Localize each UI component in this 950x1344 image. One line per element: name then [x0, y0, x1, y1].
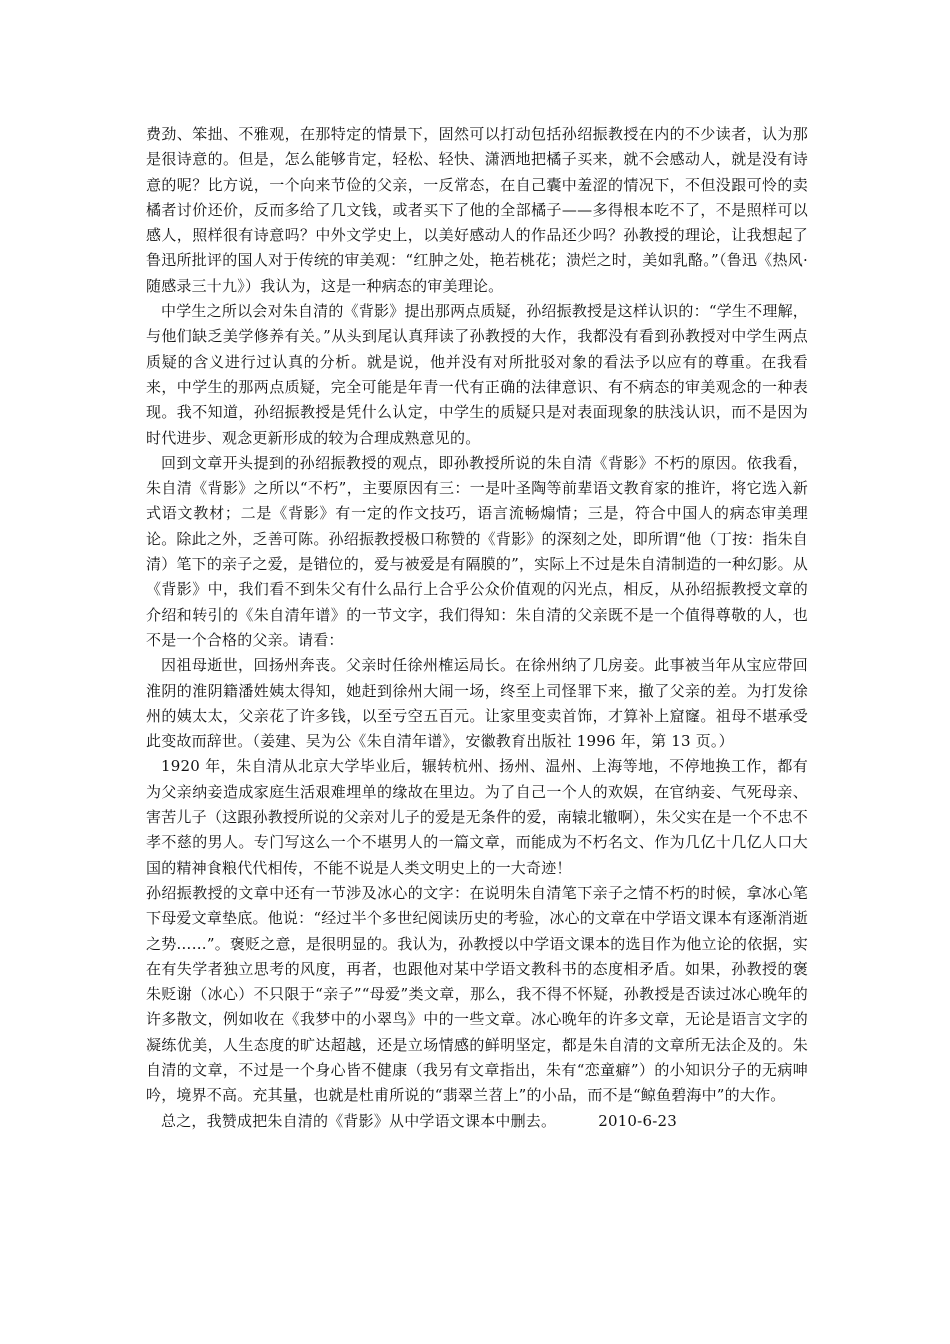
closing-paragraph: [146, 1109, 808, 1134]
paragraph-5: 1920 年，朱自清从北京大学毕业后，辗转杭州、扬州、温州、上海等地，不停地换工作，都有为父亲纳妾造成家庭生活艰难埋单的缘故在里边。为了自己一个人的欢娱，在官纳妾、气死母亲、害苦儿子（这跟孙教授所说的父亲对儿子的爱是无条件的爱，南辕北辙啊），朱父实在是一个不忠不孝不慈的男人。专门写这么一个不堪男人的一篇文章，而能成为不朽名文、作为几亿十几亿人口大国的精神食粮代代相传，不能不说是人类文明史上的一大奇迹！: [146, 757, 808, 877]
quote-paragraph: 因祖母逝世，回扬州奔丧。父亲时任徐州榷运局长。在徐州纳了几房妾。此事被当年从宝应带回淮阴的淮阴籍潘姓姨太得知，她赶到徐州大闹一场，终至上司怪罪下来，撤了父亲的差。为打发徐州的姨太太，父亲花了许多钱，以至亏空五百元。让家里变卖首饰，才算补上窟窿。祖母不堪承受此变故而辞世。（姜建、吴为公《朱自清年谱》，安徽教育出版社 1996 年，第 13 页。）: [146, 656, 808, 751]
paragraph-6: 孙绍振教授的文章中还有一节涉及冰心的文字：在说明朱自清笔下亲子之情不朽的时候，拿冰心笔下母爱文章垫底。他说：“经过半个多世纪阅读历史的考验，冰心的文章在中学语文课本有逐渐消逝之势……”。褒贬之意，是很明显的。我认为，孙教授以中学语文课本的选目作为他立论的依据，实在有失学者独立思考的风度，再者，也跟他对某中学语文教科书的态度相矛盾。如果，孙教授的褒朱贬谢（冰心）不只限于“亲子”“母爱”类文章，那么，我不得不怀疑，孙教授是否读过冰心晚年的许多散文，例如收在《我梦中的小翠鸟》中的一些文章。冰心晚年的许多文章，无论是语言文字的凝练优美，人生态度的旷达超越，还是立场情感的鲜明坚定，都是朱自清的文章所无法企及的。朱自清的文章，不过是一个身心皆不健康（我另有文章指出，朱有“恋童癖”）的小知识分子的无病呻吟，境界不高。充其量，也就是杜甫所说的“翡翠兰苕上”的小品，而不是“鲸鱼碧海中”的大作。: [146, 883, 808, 1105]
paragraph-3: 回到文章开头提到的孙绍振教授的观点，即孙教授所说的朱自清《背影》不朽的原因。依我看，朱自清《背影》之所以“不朽”，主要原因有三：一是叶圣陶等前辈语文教育家的推许，将它选入新式语文教材；二是《背影》有一定的作文技巧，语言流畅煽情；三是，符合中国人的病态审美理论。除此之外，乏善可陈。孙绍振教授极口称赞的《背影》的深刻之处，即所谓“他（丁按：指朱自清）笔下的亲子之爱，是错位的，爱与被爱是有隔膜的”，实际上不过是朱自清制造的一种幻影。从《背影》中，我们看不到朱父有什么品行上合乎公众价值观的闪光点，相反，从孙绍振教授文章的介绍和转引的《朱自清年谱》的一节文字，我们得知：朱自清的父亲既不是一个值得尊敬的人，也不是一个合格的父亲。请看：: [146, 453, 808, 649]
paragraph-2: 中学生之所以会对朱自清的《背影》提出那两点质疑，孙绍振教授是这样认识的：“学生不理解，与他们缺乏美学修养有关。”从头到尾认真拜读了孙教授的大作，我都没有看到孙教授对中学生两点质疑的含义进行过认真的分析。就是说，他并没有对所批驳对象的看法予以应有的尊重。在我看来，中学生的那两点质疑，完全可能是年青一代有正确的法律意识、有不病态的审美观念的一种表现。我不知道，孙绍振教授是凭什么认定，中学生的质疑只是对表面现象的肤浅认识，而不是因为时代进步、观念更新形成的较为合理成熟意见的。: [146, 302, 808, 447]
paragraph-1: 费劲、笨拙、不雅观，在那特定的情景下，固然可以打动包括孙绍振教授在内的不少读者，认为那是很诗意的。但是，怎么能够肯定，轻松、轻快、潇洒地把橘子买来，就不会感动人，就是没有诗意的呢？比方说，一个向来节俭的父亲，一反常态，在自己囊中羞涩的情况下，不但没跟可怜的卖橘者讨价还价，反而多给了几文钱，或者买下了他的全部橘子——多得根本吃不了，不是照样可以感人，照样很有诗意吗？中外文学史上，以美好感动人的作品还少吗？孙教授的理论，让我想起了鲁迅所批评的国人对于传统的审美观：“红肿之处，艳若桃花；溃烂之时，美如乳酪。”（鲁迅《热风·随感录三十九》）我认为，这是一种病态的审美理论。: [146, 125, 808, 295]
document-body: [146, 122, 808, 1134]
closing-text: 总之，我赞成把朱自清的《背影》从中学语文课本中删去。: [161, 1111, 557, 1130]
date-stamp: 2010-6-23: [598, 1111, 677, 1130]
